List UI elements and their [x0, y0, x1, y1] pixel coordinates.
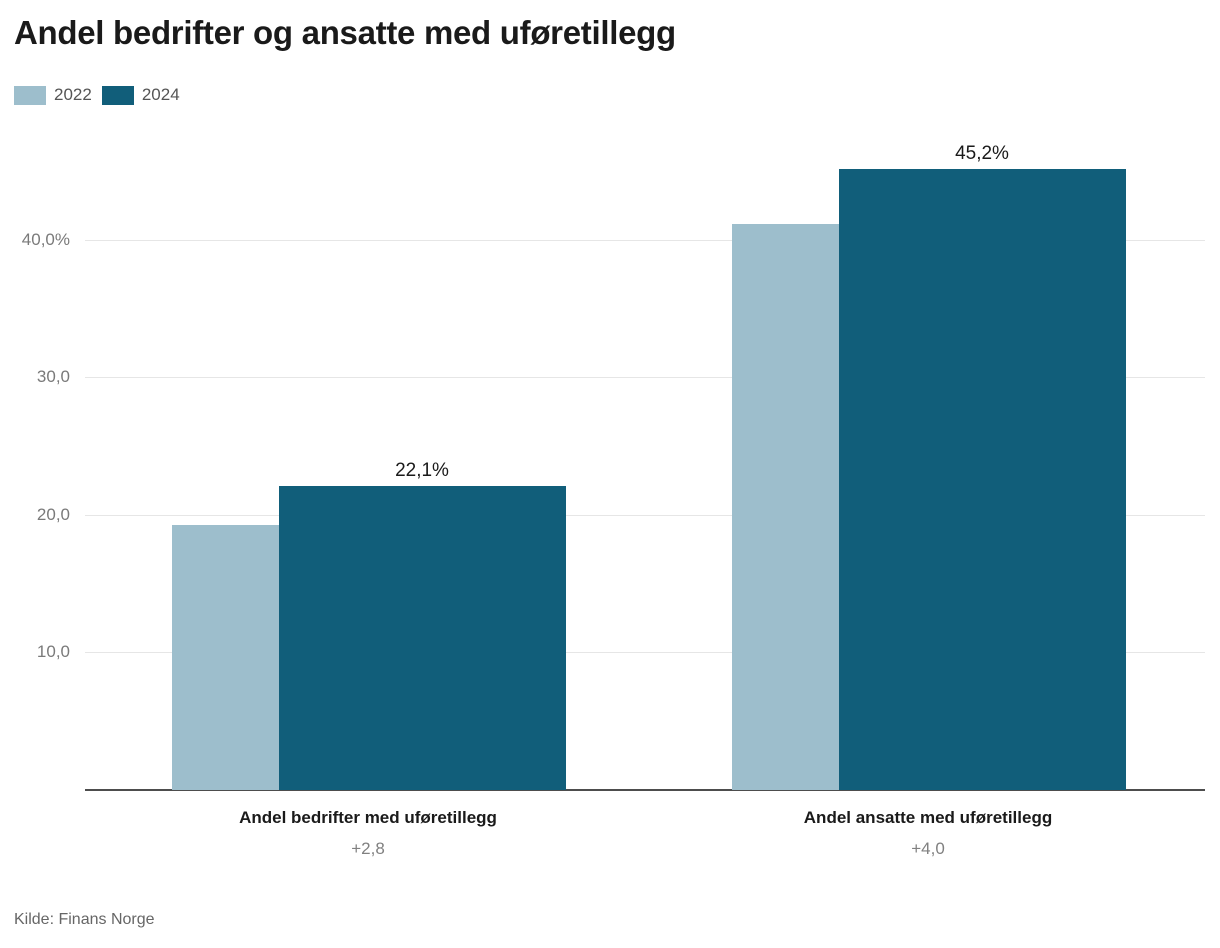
- source-note: Kilde: Finans Norge: [14, 911, 155, 928]
- bar-value-label-ansatte: 45,2%: [955, 143, 1009, 164]
- y-tick-10: 10,0: [36, 642, 70, 661]
- category-label-ansatte: [804, 808, 1052, 859]
- legend-item-2024[interactable]: [102, 85, 180, 105]
- bar-value-label-bedrifter: 22,1%: [395, 460, 449, 481]
- category-name-ansatte: Andel ansatte med uføretillegg: [803, 808, 1053, 827]
- bar-2022-bedrifter[interactable]: [172, 525, 279, 790]
- chart-legend: [14, 84, 180, 106]
- legend-label-2024: 2024: [141, 85, 180, 104]
- chart-title: Andel bedrifter og ansatte med uføretillegg: [14, 14, 676, 51]
- bar-2024-ansatte[interactable]: [839, 169, 1126, 790]
- category-delta-bedrifter: +2,8: [351, 839, 385, 858]
- legend-label-2022: 2022: [54, 85, 92, 104]
- y-tick-20: 20,0: [36, 505, 70, 524]
- y-tick-40: 40,0%: [21, 230, 70, 249]
- y-tick-30: 30,0: [36, 367, 70, 386]
- bar-2024-bedrifter[interactable]: [279, 486, 566, 790]
- plot-area: [21, 130, 1205, 790]
- legend-swatch-2024: [102, 86, 134, 105]
- category-name-bedrifter: Andel bedrifter med uføretillegg: [239, 808, 497, 827]
- category-label-bedrifter: [239, 808, 497, 859]
- legend-item-2022[interactable]: [14, 85, 92, 105]
- category-delta-ansatte: +4,0: [911, 839, 945, 858]
- legend-swatch-2022: [14, 86, 46, 105]
- bar-2022-ansatte[interactable]: [732, 224, 839, 790]
